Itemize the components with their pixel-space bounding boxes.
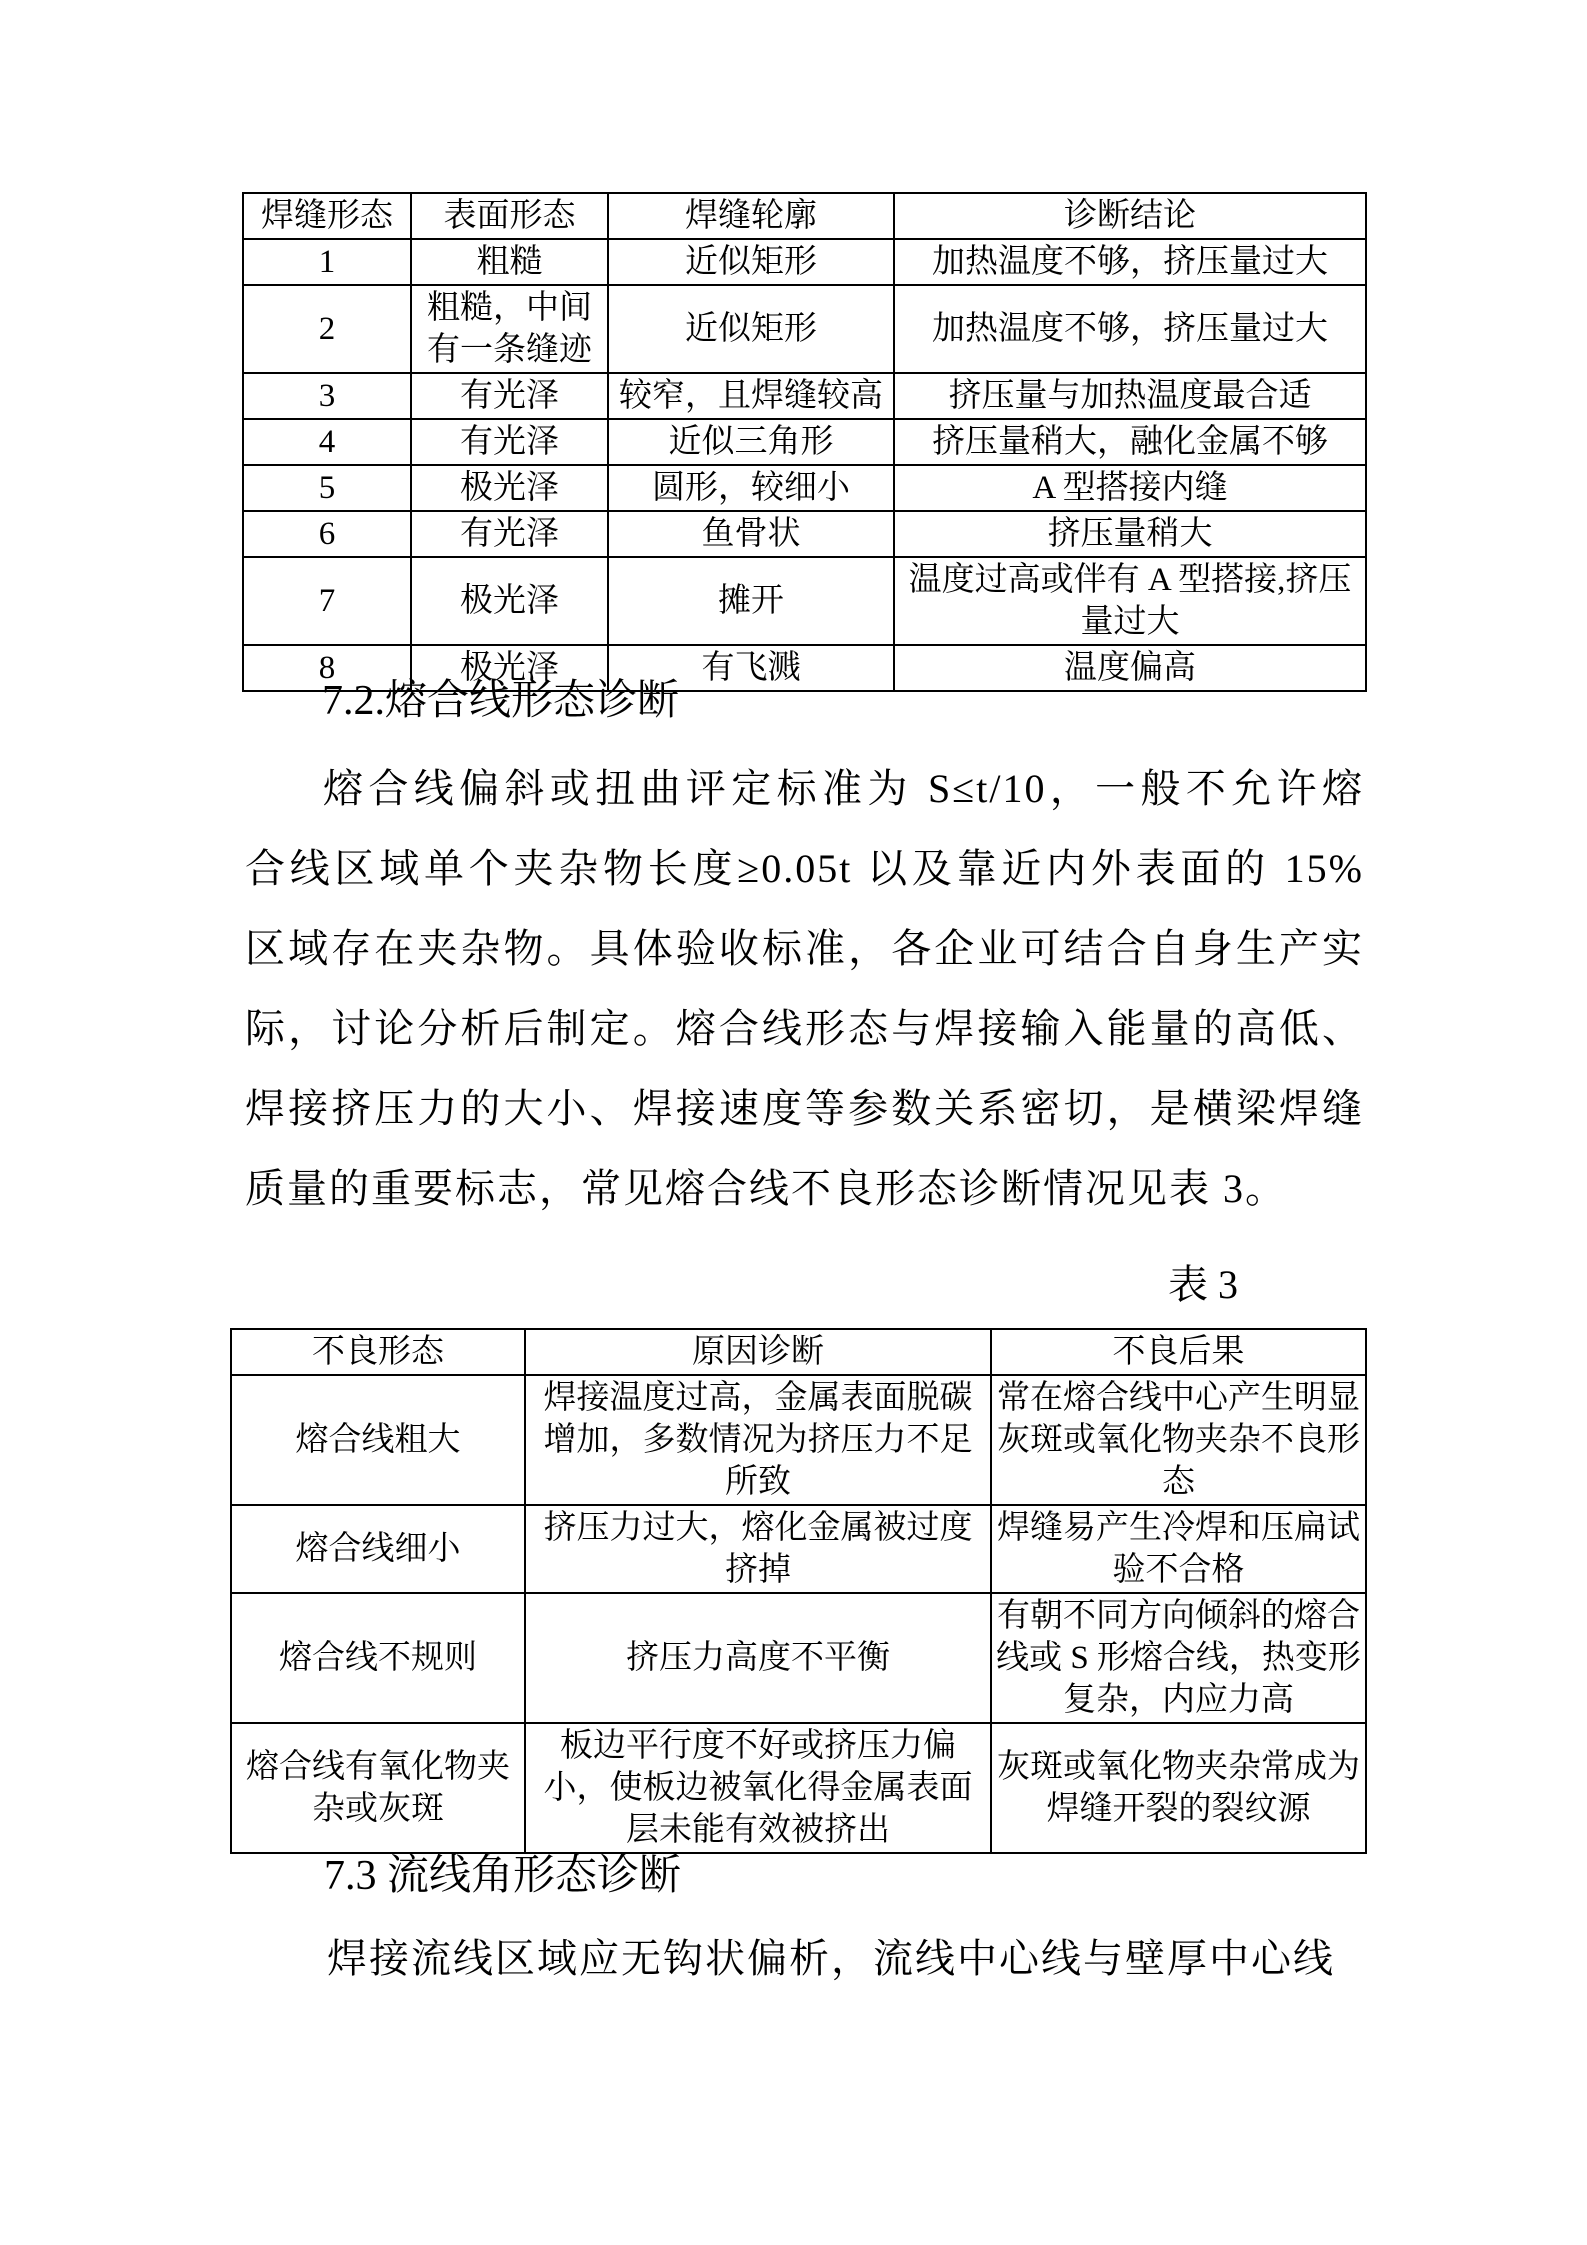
weld-table-cell: 2 <box>243 285 411 373</box>
weld-table-cell: 8 <box>243 645 411 691</box>
weld-table-header: 焊缝形态 <box>243 193 411 239</box>
table-row <box>231 1375 1366 1505</box>
fusion-table-header: 不良形态 <box>231 1329 525 1375</box>
table-header-row <box>231 1329 1366 1375</box>
table-row <box>243 511 1366 557</box>
weld-table-cell: 极光泽 <box>411 557 608 645</box>
table-row <box>243 557 1366 645</box>
weld-table-cell: 有光泽 <box>411 373 608 419</box>
weld-table-header: 诊断结论 <box>894 193 1366 239</box>
fusion-table-cell: 常在熔合线中心产生明显灰斑或氧化物夹杂不良形态 <box>991 1375 1366 1505</box>
fusion-table-cell: 熔合线有氧化物夹杂或灰斑 <box>231 1723 525 1853</box>
table-3-caption: 表 3 <box>1168 1262 1238 1307</box>
weld-table-cell: 加热温度不够，挤压量过大 <box>894 239 1366 285</box>
weld-table-cell: 圆形，较细小 <box>608 465 894 511</box>
paragraph-line: 合线区域单个夹杂物长度≥0.05t 以及靠近内外表面的 15% <box>245 846 1364 891</box>
table-row <box>243 239 1366 285</box>
weld-table-cell: 摊开 <box>608 557 894 645</box>
weld-table-cell: 近似矩形 <box>608 285 894 373</box>
weld-table-cell: 有光泽 <box>411 419 608 465</box>
weld-seam-form-table <box>242 192 1367 692</box>
paragraph-line: 际，讨论分析后制定。熔合线形态与焊接输入能量的高低、 <box>245 1006 1364 1051</box>
fusion-line-defect-table <box>230 1328 1367 1854</box>
section-7-2-paragraph <box>245 749 1364 1229</box>
weld-table-cell: 极光泽 <box>411 465 608 511</box>
weld-table-cell: 粗糙 <box>411 239 608 285</box>
section-7-3-paragraph: 焊接流线区域应无钩状偏析，流线中心线与壁厚中心线 <box>327 1936 1335 1981</box>
fusion-table-cell: 灰斑或氧化物夹杂常成为焊缝开裂的裂纹源 <box>991 1723 1366 1853</box>
weld-table-cell: A 型搭接内缝 <box>894 465 1366 511</box>
paragraph-line: 质量的重要标志，常见熔合线不良形态诊断情况见表 3。 <box>245 1166 1287 1211</box>
fusion-table-cell: 熔合线粗大 <box>231 1375 525 1505</box>
weld-table-header: 表面形态 <box>411 193 608 239</box>
table-row <box>231 1505 1366 1593</box>
table-row <box>243 373 1366 419</box>
fusion-table-cell: 焊缝易产生冷焊和压扁试验不合格 <box>991 1505 1366 1593</box>
weld-table-cell: 挤压量稍大，融化金属不够 <box>894 419 1366 465</box>
weld-table-cell: 加热温度不够，挤压量过大 <box>894 285 1366 373</box>
weld-table-cell: 7 <box>243 557 411 645</box>
table-header-row <box>243 193 1366 239</box>
weld-table-cell: 1 <box>243 239 411 285</box>
weld-table-header: 焊缝轮廓 <box>608 193 894 239</box>
weld-table-cell: 有飞溅 <box>608 645 894 691</box>
weld-table-cell: 6 <box>243 511 411 557</box>
fusion-table-cell: 板边平行度不好或挤压力偏小，使板边被氧化得金属表面层未能有效被挤出 <box>525 1723 991 1853</box>
weld-table-cell: 挤压量与加热温度最合适 <box>894 373 1366 419</box>
paragraph-line: 熔合线偏斜或扭曲评定标准为 S≤t/10，一般不允许熔 <box>323 766 1364 811</box>
section-7-3-heading: 7.3 流线角形态诊断 <box>324 1853 682 1899</box>
fusion-table-header: 不良后果 <box>991 1329 1366 1375</box>
weld-table-cell: 较窄，且焊缝较高 <box>608 373 894 419</box>
table-row <box>243 419 1366 465</box>
table-row <box>231 1723 1366 1853</box>
section-7-2-heading: 7.2.熔合线形态诊断 <box>322 678 680 724</box>
weld-table-cell: 近似矩形 <box>608 239 894 285</box>
weld-table-cell: 有光泽 <box>411 511 608 557</box>
fusion-table-cell: 挤压力过大，熔化金属被过度挤掉 <box>525 1505 991 1593</box>
paragraph-line: 区域存在夹杂物。具体验收标准，各企业可结合自身生产实 <box>245 926 1364 971</box>
weld-table-cell: 粗糙，中间有一条缝迹 <box>411 285 608 373</box>
table-row <box>243 285 1366 373</box>
weld-table-cell: 4 <box>243 419 411 465</box>
weld-table-cell: 温度过高或伴有 A 型搭接,挤压量过大 <box>894 557 1366 645</box>
fusion-table-cell: 熔合线细小 <box>231 1505 525 1593</box>
table-row <box>231 1593 1366 1723</box>
fusion-table-cell: 挤压力高度不平衡 <box>525 1593 991 1723</box>
fusion-table-header: 原因诊断 <box>525 1329 991 1375</box>
fusion-table-cell: 焊接温度过高，金属表面脱碳增加，多数情况为挤压力不足所致 <box>525 1375 991 1505</box>
weld-table-cell: 5 <box>243 465 411 511</box>
weld-table-cell: 鱼骨状 <box>608 511 894 557</box>
weld-table-cell: 温度偏高 <box>894 645 1366 691</box>
fusion-table-cell: 有朝不同方向倾斜的熔合线或 S 形熔合线，热变形复杂，内应力高 <box>991 1593 1366 1723</box>
paragraph-line: 焊接挤压力的大小、焊接速度等参数关系密切，是横梁焊缝 <box>245 1086 1364 1131</box>
weld-table-cell: 挤压量稍大 <box>894 511 1366 557</box>
weld-table-cell: 3 <box>243 373 411 419</box>
weld-table-cell: 近似三角形 <box>608 419 894 465</box>
table-row <box>243 465 1366 511</box>
weld-table-cell: 极光泽 <box>411 645 608 691</box>
fusion-table-cell: 熔合线不规则 <box>231 1593 525 1723</box>
